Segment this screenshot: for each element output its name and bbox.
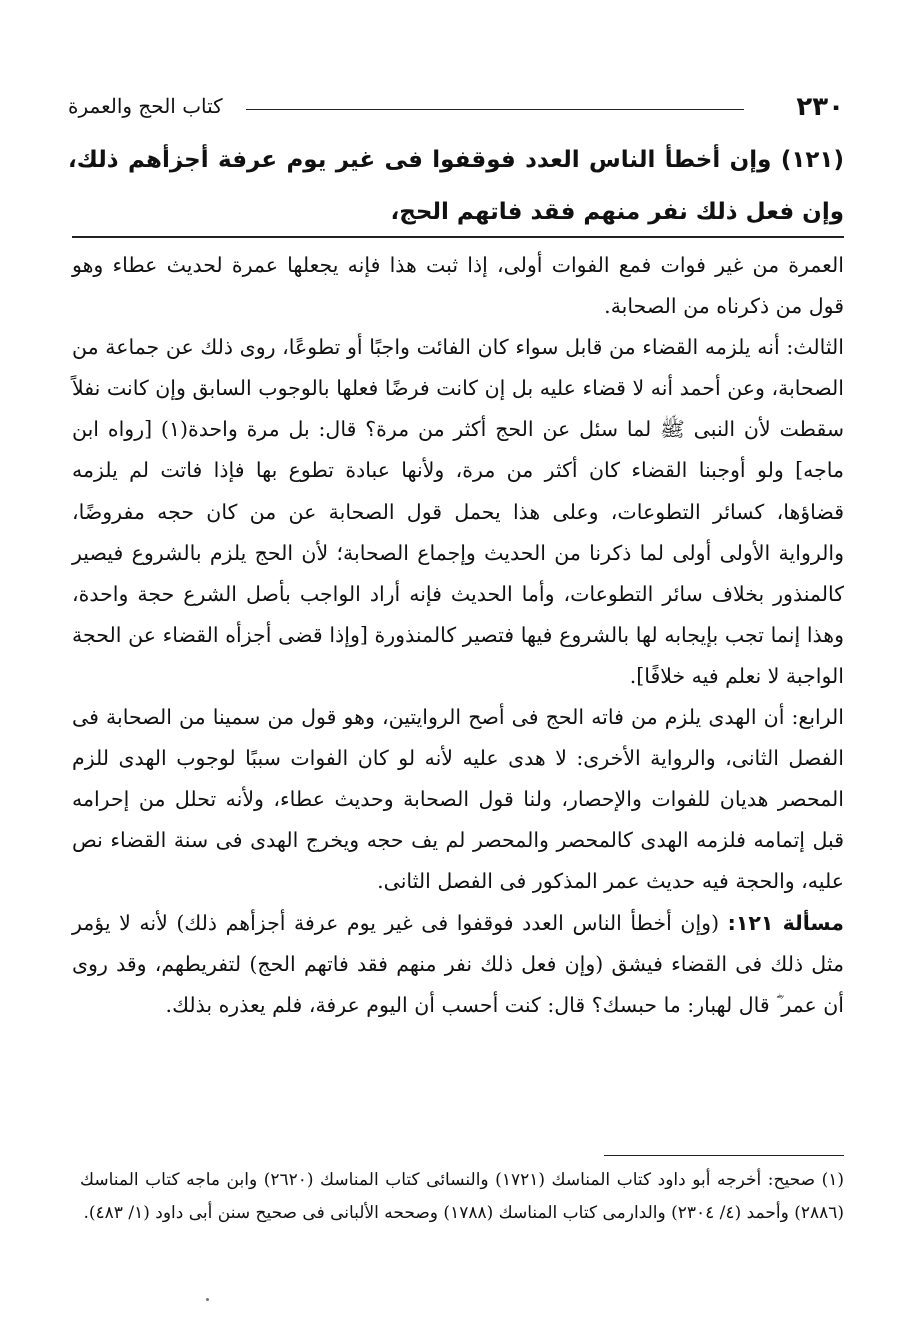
page-number: ٢٣٠	[796, 92, 844, 122]
masala-text: (وإن أخطأ الناس العدد فوقفوا فى غير يوم عرفة أجزأهم ذلك) لأنه لا يؤمر مثل ذلك فى القضاء فيشق (وإن فعل ذلك نفر منهم فقد فاتهم الحج) لتفريطهم، وقد روى أن عمر ؓ قال لهبار: ما حبسك؟ قال: كنت أحسب أن اليوم عرفة، فلم يعذره بذلك.	[72, 910, 844, 1017]
book-title: كتاب الحج والعمرة	[68, 94, 223, 118]
masala-label: مسألة ١٢١:	[727, 910, 844, 935]
paragraph: الرابع: أن الهدى يلزم من فاته الحج فى أصح الروايتين، وهو قول من سمينا من الصحابة فى الفصل الثانى، والرواية الأخرى: لا هدى عليه لأنه لو كان الفوات سببًا لوجوب الهدى للزم المحصر هديان للفوات والإحصار، ولنا قول الصحابة وحديث عطاء، ولأنه تحلل من إحرامه قبل إتمامه فلزمه الهدى كالمحصر والمحصر لم يف حجه ويخرج الهدى فى سنة القضاء نص عليه، والحجة فيه حديث عمر المذكور فى الفصل الثانى.	[72, 705, 844, 894]
footnotes	[80, 1164, 844, 1230]
matn-divider	[72, 236, 844, 238]
footnote-divider	[604, 1155, 844, 1156]
commentary-body	[72, 245, 844, 1026]
footnote: (١) صحيح: أخرجه أبو داود كتاب المناسك (١٧٢١) والنسائى كتاب المناسك (٢٦٢٠) وابن ماجه كتاب المناسك (٢٨٨٦) وأحمد (٤/ ٢٣٠٤) والدارمى كتاب المناسك (١٧٨٨) وصححه الألبانى فى صحيح سنن أبى داود (١/ ٤٨٣).	[80, 1170, 845, 1223]
matn-text: (١٢١) وإن أخطأ الناس العدد فوقفوا فى غير يوم عرفة أجزأهم ذلك، وإن فعل ذلك نفر منهم فقد فاتهم الحج،	[68, 147, 844, 225]
paragraph: العمرة من غير فوات فمع الفوات أولى، إذا ثبت هذا فإنه يجعلها عمرة لحديث عطاء وهو قول من ذكرناه من الصحابة.	[72, 253, 844, 319]
paragraph: الثالث: أنه يلزمه القضاء من قابل سواء كان الفائت واجبًا أو تطوعًا، روى ذلك عن جماعة من الصحابة، وعن أحمد أنه لا قضاء عليه بل إن كانت فرضًا فعلها بالوجوب السابق وإن كانت نفلاً سقطت لأن النبى ﷺ لما سئل عن الحج أكثر من مرة؟ قال: بل مرة واحدة(١) [رواه ابن ماجه] ولو أوجبنا القضاء كان أكثر من مرة، ولأنها عبادة تطوع بها فإذا فاتت لم يلزمه قضاؤها، كسائر التطوعات، وعلى هذا يحمل قول الصحابة عن من كان حجه مفروضًا، والرواية الأولى أولى لما ذكرنا من الحديث وإجماع الصحابة؛ لأن الحج يلزم بالشروع فيصير كالمنذور بخلاف سائر التطوعات، وأما الحديث فإنه أراد الواجب بأصل الشرع حجة واحدة، وهذا إنما تجب بإيجابه لها بالشروع فيها فتصير كالمنذورة [وإذا قضى أجزأه القضاء عن الحجة الواجبة لا نعلم فيه خلافًا].	[72, 335, 844, 688]
masala-paragraph	[72, 903, 844, 1026]
page-header	[68, 92, 844, 126]
scan-speck	[206, 1298, 209, 1301]
header-rule	[246, 109, 744, 110]
